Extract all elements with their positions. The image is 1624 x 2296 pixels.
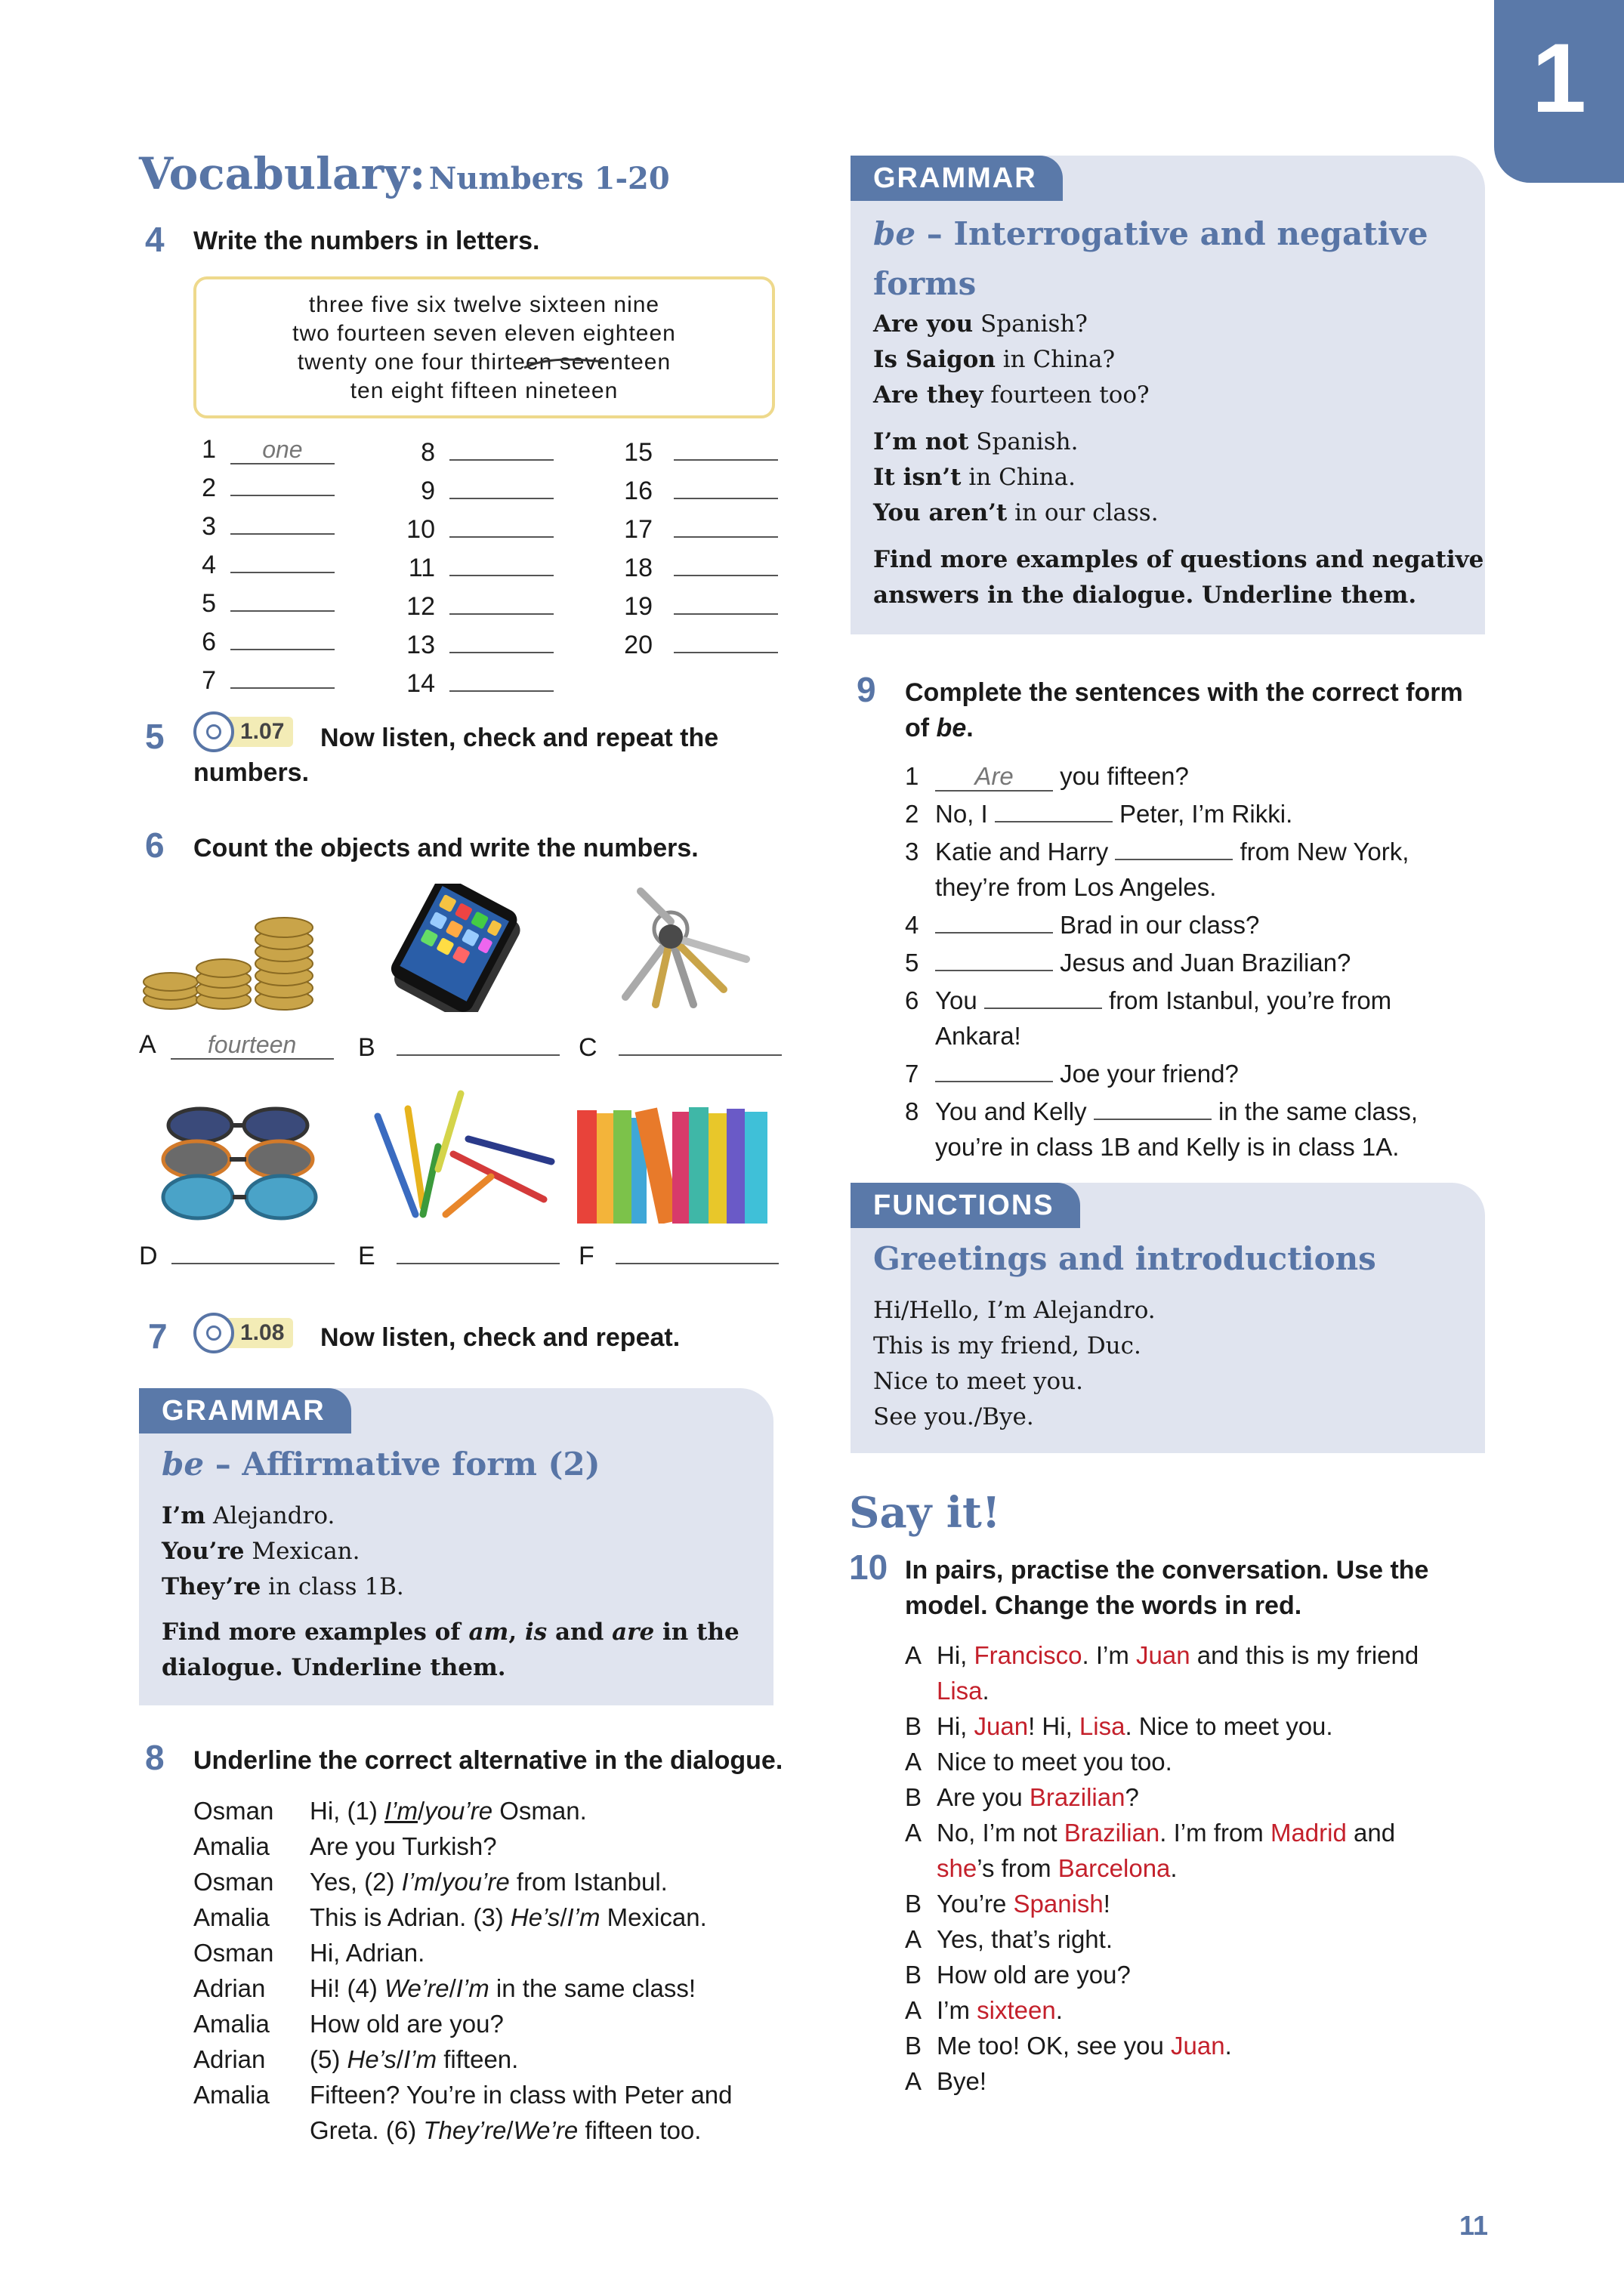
exercise-number: 5 — [145, 717, 165, 756]
dialogue-line — [193, 2041, 798, 2077]
answer-row: 10 — [397, 509, 554, 548]
example-line: Are they fourteen too? — [873, 381, 1150, 409]
exercise-instruction: In pairs, practise the conversation. Use the model. Change the words in red. — [905, 1556, 1429, 1620]
word-line: two fourteen seven eleven eighteen — [292, 321, 676, 346]
replaceable-word: sixteen — [977, 1996, 1056, 2024]
alternative-option[interactable]: I’m — [401, 1868, 435, 1896]
answer-row: 17 — [618, 509, 778, 548]
answer-blank[interactable] — [674, 625, 778, 653]
line-text: and this is my friend — [1190, 1641, 1419, 1669]
line-text: . — [1224, 2032, 1232, 2060]
conversation-line — [905, 2028, 1494, 2063]
speaker-name: Adrian — [193, 2045, 266, 2073]
conversation-line — [905, 1886, 1494, 1921]
books-image — [577, 1103, 769, 1224]
speaker-name: Amalia — [193, 1832, 270, 1860]
line-text: . Nice to meet you. — [1125, 1712, 1333, 1740]
example-line: Nice to meet you. — [873, 1368, 1083, 1395]
panel-tag: GRAMMAR — [139, 1388, 351, 1433]
conversation-line — [905, 1992, 1494, 2028]
sentence-row: Ankara! — [935, 1022, 1021, 1050]
panel-task: Find more examples of am, is and are in the dialogue. Underline them. — [162, 1619, 739, 1681]
option-separator: / — [560, 1903, 567, 1931]
sentence-row: 6 You from Istanbul, you’re from — [905, 980, 1494, 1018]
dialogue-line — [193, 1970, 798, 2006]
answer-blank[interactable] — [935, 763, 1053, 792]
answer-row: 11 — [397, 548, 554, 586]
dialogue-line — [193, 1935, 798, 1970]
line-text: ’s from — [977, 1854, 1058, 1882]
conversation-line — [905, 1921, 1494, 1957]
sentence-row: 8 You and Kelly in the same class, — [905, 1091, 1494, 1129]
answer-blank[interactable] — [449, 432, 554, 461]
audio-track[interactable] — [193, 1313, 293, 1353]
sunglasses-image — [151, 1095, 332, 1231]
speaker-letter: A — [905, 1641, 922, 1669]
line-text: Hi, Adrian. — [310, 1939, 425, 1967]
track-number: 1.08 — [221, 1318, 293, 1348]
answer-blank[interactable] — [935, 905, 1053, 934]
line-text: ! — [1103, 1890, 1110, 1918]
answer-row: 9 — [397, 471, 554, 509]
say-it-heading: Say it! — [849, 1488, 1001, 1538]
example-line: They’re in class 1B. — [162, 1573, 404, 1600]
answer-blank[interactable] — [397, 1027, 560, 1056]
example-line: I’m Alejandro. — [162, 1502, 335, 1529]
exercise-number: 9 — [857, 670, 876, 709]
replaceable-word: Brazilian — [1064, 1819, 1160, 1847]
panel-title — [873, 213, 1470, 313]
answer-blank[interactable] — [230, 622, 335, 650]
answer-row: 16 — [618, 471, 778, 509]
exercise-instruction: numbers. — [193, 758, 310, 787]
answer-blank[interactable] — [619, 1027, 782, 1056]
speaker-name: Osman — [193, 1868, 274, 1896]
cd-icon — [193, 1313, 234, 1353]
answer-column-3 — [618, 432, 778, 663]
vocabulary-title — [139, 148, 670, 199]
answer-row: 4 — [193, 545, 335, 583]
example-line: See you./Bye. — [873, 1403, 1034, 1430]
answer-blank[interactable] — [674, 509, 778, 538]
function-examples — [873, 1293, 1156, 1435]
title-rest: – Affirmative form (2) — [204, 1446, 601, 1483]
conversation-line — [905, 1708, 1494, 1744]
answer-row: 13 — [397, 625, 554, 663]
option-separator: / — [506, 2116, 514, 2144]
line-text: Bye! — [937, 2067, 987, 2095]
dialogue-line — [193, 2006, 798, 2041]
example-line: You’re Mexican. — [162, 1538, 360, 1565]
speaker-letter: A — [905, 1996, 922, 2024]
alternative-option[interactable]: We’re — [384, 1974, 449, 2002]
line-text: . I’m — [1082, 1641, 1137, 1669]
line-text: . — [1170, 1854, 1178, 1882]
alternative-option[interactable]: I’m — [384, 1797, 418, 1825]
replaceable-word: Juan — [1171, 2032, 1225, 2060]
line-text: Mexican. — [600, 1903, 707, 1931]
coins-image — [140, 911, 338, 1017]
keys-image — [595, 884, 761, 1012]
line-text: in the same class! — [489, 1974, 696, 2002]
line-text: Hi, — [937, 1641, 974, 1669]
line-text: Osman. — [492, 1797, 587, 1825]
panel-examples — [162, 1498, 404, 1605]
answer-blank[interactable] — [230, 660, 335, 689]
speaker-name: Amalia — [193, 1903, 270, 1931]
answer-row: 12 — [397, 586, 554, 625]
exercise-instruction: Now listen, check and repeat. — [320, 1323, 681, 1352]
line-text: How old are you? — [310, 2010, 504, 2038]
answer-blank[interactable] — [1094, 1091, 1212, 1120]
audio-track[interactable] — [193, 711, 293, 752]
line-text: Fifteen? You’re in class with Peter and — [310, 2081, 733, 2109]
line-text: Greta. (6) — [310, 2116, 424, 2144]
line-text: Me too! OK, see you — [937, 2032, 1171, 2060]
alternative-option[interactable]: I’m — [455, 1974, 489, 2002]
example-line: This is my friend, Duc. — [873, 1332, 1141, 1359]
option-separator: / — [396, 2045, 404, 2073]
image-label: D — [139, 1242, 158, 1270]
exercise-number: 10 — [849, 1548, 888, 1587]
answer-blank[interactable] — [230, 468, 335, 496]
speaker-name: Amalia — [193, 2010, 270, 2038]
speaker-letter: B — [905, 1961, 922, 1989]
dialogue-line — [193, 1864, 798, 1899]
replaceable-word: Barcelona — [1057, 1854, 1171, 1882]
panel-tag: FUNCTIONS — [851, 1183, 1080, 1228]
answer-row: 20 — [618, 625, 778, 663]
speaker-letter: B — [905, 1712, 922, 1740]
answer-blank[interactable] — [171, 1031, 334, 1060]
grammar-panel-affirmative — [139, 1388, 773, 1705]
word-line-with-crossed-word — [196, 348, 772, 377]
example-answer: one — [262, 436, 303, 463]
replaceable-word: Spanish — [1013, 1890, 1104, 1918]
answer-row: 15 — [618, 432, 778, 471]
dialogue-line — [193, 1899, 798, 1935]
exercise-number: 8 — [145, 1738, 165, 1777]
line-text: fifteen. — [437, 2045, 519, 2073]
word-line: three five six twelve sixteen nine — [308, 292, 660, 317]
image-label: E — [358, 1242, 375, 1270]
image-answer-row — [579, 1027, 782, 1066]
answer-blank[interactable] — [674, 432, 778, 461]
track-number: 1.07 — [221, 717, 293, 747]
alternative-option[interactable]: He’s — [347, 2045, 397, 2073]
answer-blank[interactable] — [995, 794, 1113, 822]
line-text: (5) — [310, 2045, 347, 2073]
answer-blank[interactable] — [449, 471, 554, 499]
line-text: Hi! (4) — [310, 1974, 384, 2002]
line-text: from Istanbul. — [509, 1868, 668, 1896]
speaker-name: Osman — [193, 1797, 274, 1825]
conversation-line — [905, 1673, 1494, 1708]
answer-row: 5 — [193, 583, 335, 622]
image-answer-row — [139, 1027, 334, 1063]
title-be: be — [162, 1446, 205, 1483]
line-text: and — [1346, 1819, 1396, 1847]
dialogue-line — [193, 2077, 798, 2112]
answer-blank[interactable] — [230, 436, 335, 464]
line-text: ? — [1125, 1783, 1139, 1811]
speaker-letter: B — [905, 2032, 922, 2060]
replaceable-word: she — [937, 1854, 977, 1882]
line-text: No, I’m not — [937, 1819, 1064, 1847]
speaker-letter: B — [905, 1783, 922, 1811]
alternative-option[interactable]: We’re — [513, 2116, 579, 2144]
answer-blank[interactable] — [935, 943, 1053, 971]
replaceable-word: Lisa — [937, 1677, 983, 1705]
example-line: I’m not Spanish. — [873, 428, 1079, 455]
line-text: Are you — [937, 1783, 1030, 1811]
answer-row: 3 — [193, 506, 335, 545]
replaceable-word: Madrid — [1270, 1819, 1347, 1847]
example-line: Is Saigon in China? — [873, 346, 1116, 373]
word-line: ten eight fifteen nineteen — [350, 378, 619, 403]
sentence-row: they’re from Los Angeles. — [935, 873, 1217, 901]
word-line-text: twenty one four thirteen seventeen — [297, 350, 672, 375]
pencils-image — [355, 1086, 559, 1230]
panel-task: Find more examples of questions and negative answers in the dialogue. Underline them. — [873, 546, 1484, 609]
answer-blank[interactable] — [674, 471, 778, 499]
line-text: . I’m from — [1159, 1819, 1270, 1847]
functions-panel — [851, 1183, 1485, 1453]
answer-blank[interactable] — [449, 548, 554, 576]
exercise-instruction: Complete the sentences with the correct form of be. — [905, 678, 1463, 742]
exercise-number: 7 — [148, 1316, 168, 1356]
conversation-line — [905, 2063, 1494, 2099]
exercise-number: 6 — [145, 826, 165, 865]
option-separator: / — [418, 1797, 425, 1825]
answer-column-2 — [397, 432, 554, 702]
answer-row: 19 — [618, 586, 778, 625]
answer-row: 18 — [618, 548, 778, 586]
conversation-line — [905, 1637, 1494, 1673]
conversation-line — [905, 1957, 1494, 1992]
answer-blank[interactable] — [449, 586, 554, 615]
panel-title: Greetings and introductions — [873, 1240, 1376, 1277]
image-label: A — [139, 1030, 156, 1059]
word-box — [193, 276, 775, 418]
sentence-row: 5 Jesus and Juan Brazilian? — [905, 943, 1494, 980]
line-text: Are you Turkish? — [310, 1832, 497, 1860]
exercise-instruction: Count the objects and write the numbers. — [193, 834, 699, 863]
alternative-option[interactable]: you’re — [425, 1797, 493, 1825]
exercise-instruction: Underline the correct alternative in the dialogue. — [193, 1746, 783, 1775]
line-text: . — [982, 1677, 990, 1705]
option-separator: / — [434, 1868, 442, 1896]
line-text: ! Hi, — [1028, 1712, 1079, 1740]
line-text: This is Adrian. (3) — [310, 1903, 511, 1931]
alternative-option[interactable]: They’re — [423, 2116, 507, 2144]
page-number: 11 — [1459, 2210, 1488, 2241]
speaker-letter: B — [905, 1890, 922, 1918]
replaceable-word: Francisco — [974, 1641, 1082, 1669]
answer-blank[interactable] — [171, 1236, 335, 1264]
alternative-option[interactable]: I’m — [403, 2045, 437, 2073]
panel-tag: GRAMMAR — [851, 156, 1063, 201]
answer-blank[interactable] — [1115, 832, 1233, 860]
line-text: Hi, (1) — [310, 1797, 384, 1825]
conversation-line — [905, 1779, 1494, 1815]
cd-icon — [193, 711, 234, 752]
sentence-row: 3 Katie and Harry from New York, — [905, 832, 1494, 869]
answer-blank[interactable] — [230, 545, 335, 573]
image-answer-row — [139, 1236, 335, 1274]
answer-row: 6 — [193, 622, 335, 660]
option-separator: / — [449, 1974, 456, 2002]
dialogue-line — [193, 1828, 798, 1864]
speaker-name: Osman — [193, 1939, 274, 1967]
image-answer-row — [579, 1236, 779, 1274]
panel-title — [162, 1446, 600, 1483]
example-line: Are you Spanish? — [873, 310, 1088, 338]
answer-blank[interactable] — [397, 1236, 560, 1264]
alternative-option[interactable]: He’s — [510, 1903, 560, 1931]
example-line: Hi/Hello, I’m Alejandro. — [873, 1297, 1156, 1324]
sentence-row: 7 Joe your friend? — [905, 1054, 1494, 1091]
exercise-instruction: Write the numbers in letters. — [193, 227, 540, 255]
ex9-sentences — [905, 758, 1494, 1165]
image-answer-row — [358, 1236, 560, 1274]
answer-blank[interactable] — [449, 625, 554, 653]
speaker-name: Amalia — [193, 2081, 270, 2109]
conversation-model — [905, 1637, 1494, 2099]
dialogue-line — [193, 1793, 798, 1828]
speaker-letter: A — [905, 1819, 922, 1847]
line-text: fifteen too. — [578, 2116, 702, 2144]
vocab-heading: Vocabulary: — [139, 148, 426, 199]
answer-blank[interactable] — [230, 583, 335, 612]
answer-column-1 — [193, 432, 335, 699]
answer-blank[interactable] — [616, 1236, 779, 1264]
image-answer-row — [358, 1027, 560, 1066]
image-label: F — [579, 1242, 594, 1270]
example-answer: fourteen — [207, 1031, 297, 1058]
answer-blank[interactable] — [674, 586, 778, 615]
strike-through-mark — [523, 354, 606, 372]
title-rest-line2: forms — [873, 265, 977, 302]
answer-row: 7 — [193, 660, 335, 699]
example-line: It isn’t in China. — [873, 464, 1076, 491]
speaker-letter: A — [905, 1925, 922, 1953]
line-text: . — [1055, 1996, 1063, 2024]
line-text: How old are you? — [937, 1961, 1131, 1989]
question-examples — [873, 307, 1150, 413]
line-text: I’m — [937, 1996, 977, 2024]
conversation-line — [905, 1850, 1494, 1886]
speaker-name: Adrian — [193, 1974, 266, 2002]
answer-blank[interactable] — [449, 509, 554, 538]
line-text: Nice to meet you too. — [937, 1748, 1172, 1776]
answer-blank[interactable] — [230, 506, 335, 535]
answer-row: 1 one — [193, 432, 335, 468]
vocab-subheading: Numbers 1-20 — [428, 161, 670, 196]
image-label: C — [579, 1033, 597, 1062]
dialogue-line — [193, 2112, 798, 2148]
unit-tab — [1494, 0, 1624, 183]
negative-examples — [873, 424, 1159, 531]
answer-blank[interactable] — [449, 663, 554, 692]
replaceable-word: Lisa — [1079, 1712, 1125, 1740]
example-answer: Are — [974, 762, 1014, 790]
sentence-row: 2 No, I Peter, I’m Rikki. — [905, 794, 1494, 832]
line-text: Hi, — [937, 1712, 974, 1740]
answer-row: 8 — [397, 432, 554, 471]
line-text: Yes, (2) — [310, 1868, 402, 1896]
line-text: You’re — [937, 1890, 1014, 1918]
answer-row: 14 — [397, 663, 554, 702]
example-line: You aren’t in our class. — [873, 499, 1159, 526]
sentence-row: 4 Brad in our class? — [905, 905, 1494, 943]
replaceable-word: Juan — [1136, 1641, 1190, 1669]
speaker-letter: A — [905, 2067, 922, 2095]
grammar-panel-interrogative — [851, 156, 1485, 634]
answer-blank[interactable] — [984, 980, 1102, 1009]
exercise-instruction: Now listen, check and repeat the — [320, 724, 719, 752]
conversation-line — [905, 1744, 1494, 1779]
speaker-letter: A — [905, 1748, 922, 1776]
answer-blank[interactable] — [935, 1054, 1053, 1082]
line-text: Yes, that’s right. — [937, 1925, 1113, 1953]
replaceable-word: Brazilian — [1029, 1783, 1125, 1811]
image-label: B — [358, 1033, 375, 1062]
sentence-row: you’re in class 1B and Kelly is in class 1A. — [935, 1133, 1400, 1161]
alternative-option[interactable]: you’re — [441, 1868, 510, 1896]
replaceable-word: Juan — [974, 1712, 1029, 1740]
alternative-option[interactable]: I’m — [567, 1903, 601, 1931]
exercise-number: 4 — [145, 220, 165, 259]
smartphones-image — [378, 884, 544, 1012]
unit-number: 1 — [1531, 23, 1587, 133]
title-be: be — [873, 215, 916, 252]
sentence-row: 1 Are you fifteen? — [905, 762, 1189, 790]
answer-blank[interactable] — [674, 548, 778, 576]
dialogue — [193, 1793, 798, 2148]
answer-row: 2 — [193, 468, 335, 506]
title-rest: – Interrogative and negative — [915, 215, 1428, 252]
conversation-line — [905, 1815, 1494, 1850]
